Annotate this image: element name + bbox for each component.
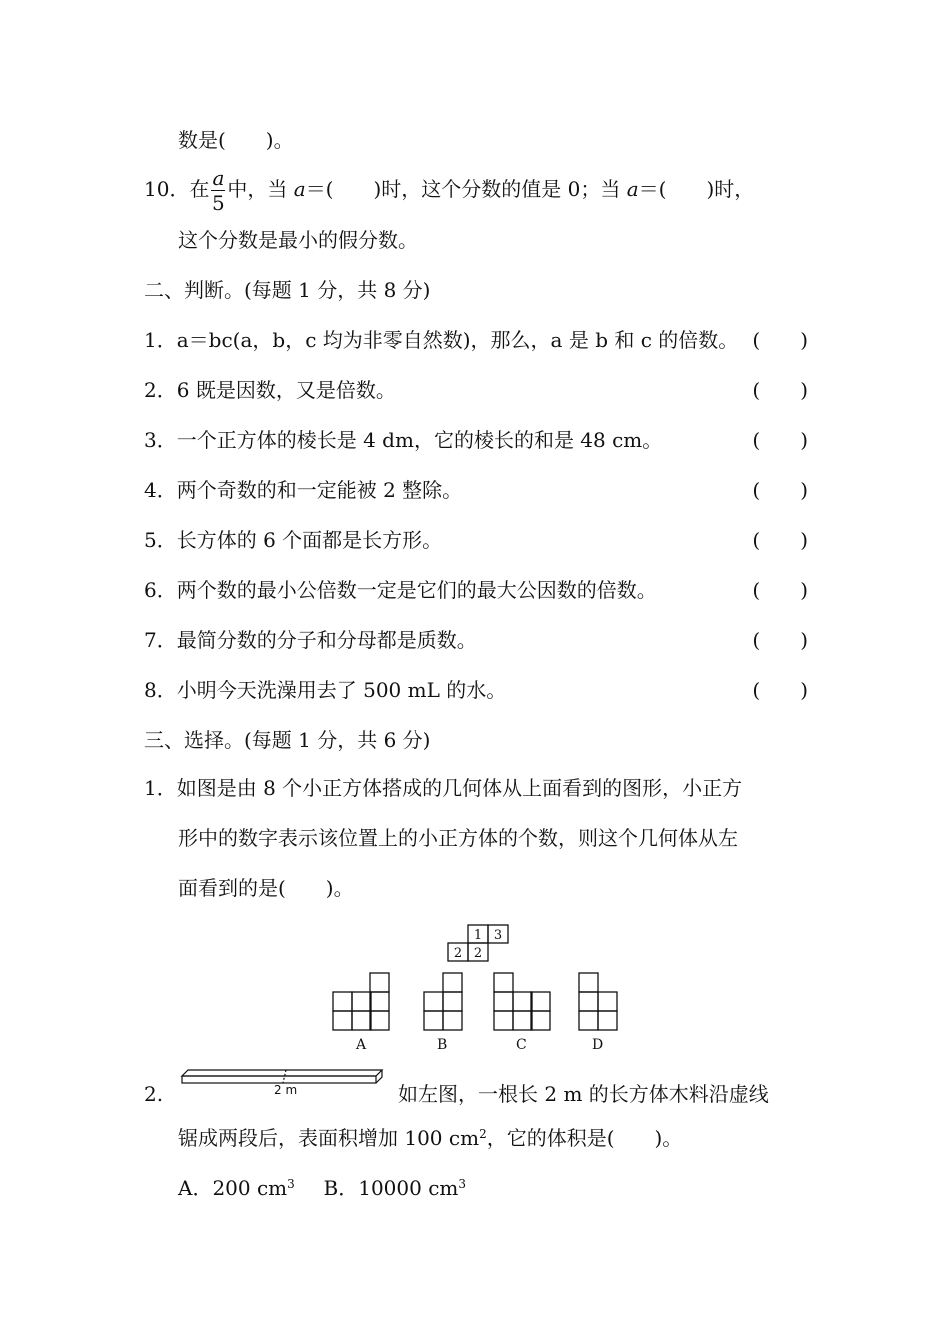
option-a-text[interactable] <box>178 1176 295 1200</box>
judge-item-4 <box>144 480 462 500</box>
q10-number: 10． <box>144 177 190 201</box>
q10-line2: 这个分数是最小的假分数。 <box>178 228 418 252</box>
section2-title: 二、判断。(每题 1 分，共 8 分) <box>144 278 431 302</box>
option-b-value: 10000 cm <box>358 1176 459 1200</box>
top-view-number: 2 <box>473 946 483 961</box>
option-b-text[interactable] <box>324 1176 467 1200</box>
choice-q1-line2: 形中的数字表示该位置上的小正方体的个数，则这个几何体从左 <box>178 826 738 850</box>
choice-q2-number: 2. <box>144 1082 164 1106</box>
option-d-figure[interactable] <box>578 972 618 1032</box>
judge-answer-8[interactable]: ( ) <box>752 678 808 702</box>
superscript-2: 2 <box>479 1127 487 1141</box>
choice-q2-line2-b: ，它的体积是( )。 <box>486 1126 683 1150</box>
option-a-figure[interactable] <box>332 972 390 1032</box>
choice-q2-line2-a: 锯成两段后，表面积增加 100 cm <box>178 1126 480 1150</box>
option-a-prefix: A． <box>178 1176 213 1200</box>
option-d-label: D <box>592 1037 604 1053</box>
judge-item-5-text: 长方体的 6 个面都是长方形。 <box>176 528 443 552</box>
judge-item-6 <box>144 580 657 600</box>
judge-item-6-text: 两个数的最小公倍数一定是它们的最大公因数的倍数。 <box>176 578 657 602</box>
judge-answer-3[interactable]: ( ) <box>752 428 808 452</box>
judge-item-3-text: 一个正方体的棱长是 4 dm，它的棱长的和是 48 cm。 <box>176 428 663 452</box>
choice-q1-line3: 面看到的是( )。 <box>178 876 354 900</box>
judge-answer-5[interactable]: ( ) <box>752 528 808 552</box>
option-c-label: C <box>516 1037 527 1053</box>
judge-item-2 <box>144 380 396 400</box>
fraction-a-over-5 <box>211 168 225 213</box>
judge-item-7 <box>144 630 477 650</box>
judge-item-4-number: 4． <box>144 478 177 502</box>
judge-item-7-text: 最简分数的分子和分母都是质数。 <box>176 628 477 652</box>
judge-item-1-number: 1． <box>144 328 177 352</box>
top-view-figure <box>446 924 510 962</box>
judge-item-5-number: 5． <box>144 528 177 552</box>
judge-item-8-number: 8． <box>144 678 177 702</box>
superscript-3: 3 <box>458 1177 467 1191</box>
section3-title: 三、选择。(每题 1 分，共 6 分) <box>144 728 431 752</box>
choice-q1-line1 <box>144 778 742 798</box>
option-a-label: A <box>356 1037 367 1053</box>
judge-item-2-number: 2． <box>144 378 177 402</box>
top-view-number: 1 <box>473 928 483 943</box>
judge-item-8-text: 小明今天洗澡用去了 500 mL 的水。 <box>176 678 507 702</box>
option-a-value: 200 cm <box>212 1176 288 1200</box>
judge-answer-1[interactable]: ( ) <box>752 328 808 352</box>
choice-q2-line1: 如左图，一根长 2 m 的长方体木料沿虚线 <box>398 1082 769 1106</box>
judge-item-6-number: 6． <box>144 578 177 602</box>
top-view-number: 2 <box>453 946 463 961</box>
q10-var2: a <box>626 177 639 201</box>
q10-mid1: 中，当 <box>227 177 288 201</box>
judge-item-1 <box>144 330 738 350</box>
q10-var1: a <box>293 177 306 201</box>
fraction-denominator: 5 <box>212 191 225 215</box>
judge-item-4-text: 两个奇数的和一定能被 2 整除。 <box>176 478 463 502</box>
fraction-numerator: a <box>212 166 225 190</box>
option-b-prefix: B． <box>323 1176 359 1200</box>
choice-q1-text1: 如图是由 8 个小正方体搭成的几何体从上面看到的图形，小正方 <box>176 776 743 800</box>
q10-before: 在 <box>189 177 210 201</box>
choice-q1-number: 1． <box>144 776 177 800</box>
judge-answer-2[interactable]: ( ) <box>752 378 808 402</box>
wood-beam-length-label: 2 m <box>274 1083 298 1097</box>
option-b-figure[interactable] <box>423 972 463 1032</box>
judge-answer-6[interactable]: ( ) <box>752 578 808 602</box>
q9-continuation: 数是( )。 <box>178 128 294 152</box>
judge-item-7-number: 7． <box>144 628 177 652</box>
judge-item-3 <box>144 430 662 450</box>
q10-mid2: ＝( )时，这个分数的值是 0；当 <box>305 177 621 201</box>
judge-answer-4[interactable]: ( ) <box>752 478 808 502</box>
choice-q2-options <box>178 1178 466 1198</box>
judge-item-8 <box>144 680 506 700</box>
judge-item-2-text: 6 既是因数，又是倍数。 <box>176 378 396 402</box>
q10-line1 <box>144 168 754 213</box>
choice-q2-line2 <box>178 1128 682 1148</box>
judge-item-5 <box>144 530 442 550</box>
judge-item-1-text: a＝bc(a，b，c 均为非零自然数)，那么，a 是 b 和 c 的倍数。 <box>176 328 739 352</box>
judge-item-3-number: 3． <box>144 428 177 452</box>
judge-answer-7[interactable]: ( ) <box>752 628 808 652</box>
option-b-label: B <box>437 1037 448 1053</box>
top-view-number: 3 <box>493 928 503 943</box>
option-c-figure[interactable] <box>493 972 551 1032</box>
superscript-3: 3 <box>287 1177 295 1191</box>
q10-mid3: ＝( )时， <box>638 177 755 201</box>
